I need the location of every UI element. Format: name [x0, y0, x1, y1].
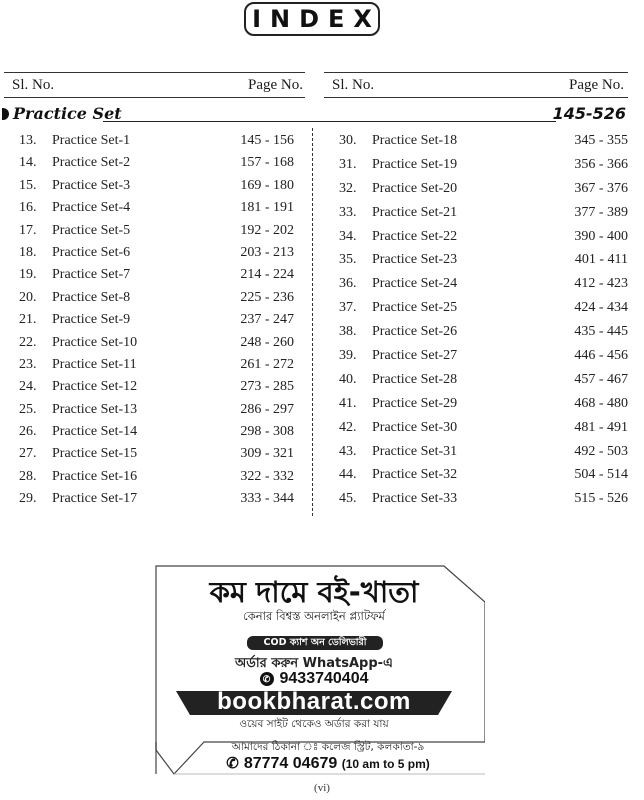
entry-title: Practice Set-21: [372, 204, 458, 220]
entry-page-range: 468 - 480: [574, 395, 628, 411]
entry-title: Practice Set-11: [52, 356, 137, 372]
entry-title: Practice Set-26: [372, 324, 458, 340]
index-entry-row: [0, 466, 310, 488]
half-circle-bullet-icon: [2, 108, 9, 120]
entry-page-range: 492 - 503: [574, 443, 628, 459]
index-entry-row: [320, 441, 644, 465]
index-entry-row: [0, 332, 310, 354]
entry-serial-number: 29.: [19, 491, 37, 507]
entry-page-range: 273 - 285: [240, 379, 294, 395]
phone-icon: ✆: [226, 755, 239, 772]
ad-subline: কেনার বিশ্বস্ত অনলাইন প্ল্যাটফর্ম: [243, 609, 385, 623]
entry-page-range: 446 - 456: [574, 348, 628, 364]
index-entry-row: [0, 376, 310, 398]
phone-number: 87774 04679: [243, 755, 338, 772]
column-divider: [312, 128, 315, 516]
whatsapp-icon: ✆: [260, 672, 274, 686]
index-entry-row: [0, 220, 310, 242]
entry-title: Practice Set-12: [52, 379, 138, 395]
table-header-left: [4, 72, 305, 98]
phone-contact: [178, 754, 478, 773]
entry-serial-number: 19.: [19, 267, 37, 283]
index-entry-row: [320, 321, 644, 345]
entry-page-range: 345 - 355: [574, 133, 628, 148]
entry-page-range: 169 - 180: [240, 177, 294, 193]
entry-title: Practice Set-19: [372, 156, 458, 172]
entry-page-range: 515 - 526: [574, 491, 628, 507]
index-entry-row: [0, 130, 310, 152]
entry-page-range: 435 - 445: [574, 324, 628, 340]
entry-serial-number: 40.: [339, 371, 357, 387]
entry-serial-number: 43.: [339, 443, 357, 459]
entry-page-range: 225 - 236: [240, 289, 294, 305]
entry-serial-number: 30.: [339, 133, 357, 148]
index-entry-row: [0, 309, 310, 331]
index-entry-row: [0, 443, 310, 465]
index-column-left: [0, 130, 310, 511]
index-entry-row: [320, 464, 644, 488]
entry-serial-number: 22.: [19, 334, 37, 350]
entry-serial-number: 36.: [339, 276, 357, 292]
entry-title: Practice Set-15: [52, 446, 138, 462]
website-subline: ওয়েব সাইট থেকেও অর্ডার করা যায়: [239, 718, 389, 730]
index-entry-row: [320, 202, 644, 226]
index-entry-row: [320, 417, 644, 441]
entry-serial-number: 42.: [339, 419, 357, 435]
entry-page-range: 377 - 389: [574, 204, 628, 220]
entry-page-range: 356 - 366: [574, 156, 628, 172]
column-header-page-no: Page No.: [569, 76, 624, 93]
entry-title: Practice Set-25: [372, 300, 458, 316]
section-rule: [103, 121, 556, 122]
entry-title: Practice Set-14: [52, 424, 138, 440]
index-entry-row: [320, 393, 644, 417]
entry-serial-number: 44.: [339, 467, 357, 483]
index-column-right: [320, 130, 644, 512]
index-entry-row: [0, 197, 310, 219]
phone-hours: (10 am to 5 pm): [341, 757, 430, 771]
column-header-sl-no: Sl. No.: [12, 76, 55, 93]
entry-page-range: 390 - 400: [574, 228, 628, 244]
entry-serial-number: 31.: [339, 156, 357, 172]
entry-title: Practice Set-8: [52, 289, 131, 305]
entry-page-range: 248 - 260: [240, 334, 294, 350]
entry-title: Practice Set-20: [372, 180, 458, 196]
index-entry-row: [0, 421, 310, 443]
entry-serial-number: 14.: [19, 155, 37, 171]
entry-serial-number: 18.: [19, 244, 37, 260]
whatsapp-contact: [154, 670, 474, 688]
entry-page-range: 309 - 321: [240, 446, 294, 462]
entry-page-range: 214 - 224: [240, 267, 294, 283]
index-entry-row: [320, 178, 644, 202]
entry-page-range: 367 - 376: [574, 180, 628, 196]
index-entry-row: [320, 249, 644, 273]
entry-title: Practice Set-32: [372, 467, 458, 483]
ad-order-line: অর্ডার করুন WhatsApp-এ: [235, 656, 393, 671]
section-title: Practice Set: [13, 104, 122, 123]
table-header-right: [324, 72, 628, 98]
entry-page-range: 181 - 191: [240, 200, 294, 216]
advertisement-box: [154, 564, 485, 777]
cod-badge: COD ক্যাশ অন ডেলিভারী: [247, 636, 383, 650]
entry-page-range: 145 - 156: [240, 133, 294, 148]
entry-title: Practice Set-3: [52, 177, 131, 193]
entry-page-range: 504 - 514: [574, 467, 628, 483]
entry-page-range: 237 - 247: [240, 312, 294, 328]
entry-page-range: 412 - 423: [574, 276, 628, 292]
index-entry-row: [0, 242, 310, 264]
entry-page-range: 401 - 411: [574, 252, 628, 268]
index-entry-row: [320, 154, 644, 178]
entry-serial-number: 13.: [19, 133, 37, 148]
entry-serial-number: 38.: [339, 324, 357, 340]
entry-page-range: 203 - 213: [240, 244, 294, 260]
entry-title: Practice Set-9: [52, 312, 131, 328]
index-title-box: [244, 2, 380, 36]
entry-serial-number: 28.: [19, 468, 37, 484]
index-entry-row: [0, 264, 310, 286]
entry-serial-number: 26.: [19, 424, 37, 440]
entry-title: Practice Set-13: [52, 401, 138, 417]
entry-serial-number: 17.: [19, 222, 37, 238]
index-entry-row: [0, 488, 310, 510]
entry-page-range: 286 - 297: [240, 401, 294, 417]
entry-serial-number: 35.: [339, 252, 357, 268]
entry-page-range: 424 - 434: [574, 300, 628, 316]
entry-serial-number: 41.: [339, 395, 357, 411]
entry-title: Practice Set-30: [372, 419, 458, 435]
entry-serial-number: 21.: [19, 312, 37, 328]
page-number: (vi): [314, 782, 330, 794]
entry-page-range: 322 - 332: [240, 468, 294, 484]
entry-serial-number: 20.: [19, 289, 37, 305]
section-page-range: 145-526: [552, 104, 626, 123]
entry-serial-number: 33.: [339, 204, 357, 220]
column-header-sl-no: Sl. No.: [332, 76, 375, 93]
entry-title: Practice Set-4: [52, 200, 131, 216]
entry-page-range: 333 - 344: [240, 491, 294, 507]
entry-title: Practice Set-24: [372, 276, 458, 292]
entry-title: Practice Set-2: [52, 155, 131, 171]
index-entry-row: [0, 399, 310, 421]
index-entry-row: [0, 152, 310, 174]
entry-title: Practice Set-22: [372, 228, 458, 244]
whatsapp-number: 9433740404: [279, 670, 369, 687]
entry-page-range: 192 - 202: [240, 222, 294, 238]
ad-address: আমাদের ঠিকানা ঃ কলেজ স্ট্রিট, কলকাতা-৯: [231, 741, 425, 753]
entry-title: Practice Set-17: [52, 491, 138, 507]
entry-title: Practice Set-10: [52, 334, 138, 350]
entry-serial-number: 39.: [339, 348, 357, 364]
entry-title: Practice Set-6: [52, 244, 131, 260]
entry-title: Practice Set-27: [372, 348, 458, 364]
entry-page-range: 481 - 491: [574, 419, 628, 435]
website-banner: [176, 688, 452, 715]
entry-serial-number: 45.: [339, 491, 357, 507]
entry-title: Practice Set-1: [52, 133, 131, 148]
entry-serial-number: 34.: [339, 228, 357, 244]
entry-page-range: 298 - 308: [240, 424, 294, 440]
entry-serial-number: 15.: [19, 177, 37, 193]
website-link: bookbharat.com: [217, 688, 411, 715]
ad-headline: কম দামে বই-খাতা: [209, 575, 419, 609]
index-entry-row: [320, 369, 644, 393]
entry-title: Practice Set-23: [372, 252, 458, 268]
entry-title: Practice Set-28: [372, 371, 458, 387]
index-entry-row: [320, 345, 644, 369]
entry-page-range: 261 - 272: [240, 356, 294, 372]
entry-serial-number: 23.: [19, 356, 37, 372]
page-title: INDEX: [252, 5, 381, 33]
entry-title: Practice Set-18: [372, 133, 458, 148]
index-entry-row: [320, 226, 644, 250]
entry-title: Practice Set-31: [372, 443, 458, 459]
entry-serial-number: 32.: [339, 180, 357, 196]
entry-title: Practice Set-7: [52, 267, 131, 283]
column-header-page-no: Page No.: [248, 76, 303, 93]
entry-title: Practice Set-29: [372, 395, 458, 411]
entry-serial-number: 27.: [19, 446, 37, 462]
entry-page-range: 157 - 168: [240, 155, 294, 171]
entry-serial-number: 25.: [19, 401, 37, 417]
index-entry-row: [320, 130, 644, 154]
entry-serial-number: 16.: [19, 200, 37, 216]
index-entry-row: [0, 354, 310, 376]
index-entry-row: [320, 273, 644, 297]
index-entry-row: [320, 488, 644, 512]
index-entry-row: [320, 297, 644, 321]
index-entry-row: [0, 175, 310, 197]
entry-page-range: 457 - 467: [574, 371, 628, 387]
entry-serial-number: 24.: [19, 379, 37, 395]
entry-title: Practice Set-33: [372, 491, 458, 507]
section-heading-practice-set: [0, 104, 644, 126]
entry-title: Practice Set-16: [52, 468, 138, 484]
entry-serial-number: 37.: [339, 300, 357, 316]
index-entry-row: [0, 287, 310, 309]
entry-title: Practice Set-5: [52, 222, 131, 238]
